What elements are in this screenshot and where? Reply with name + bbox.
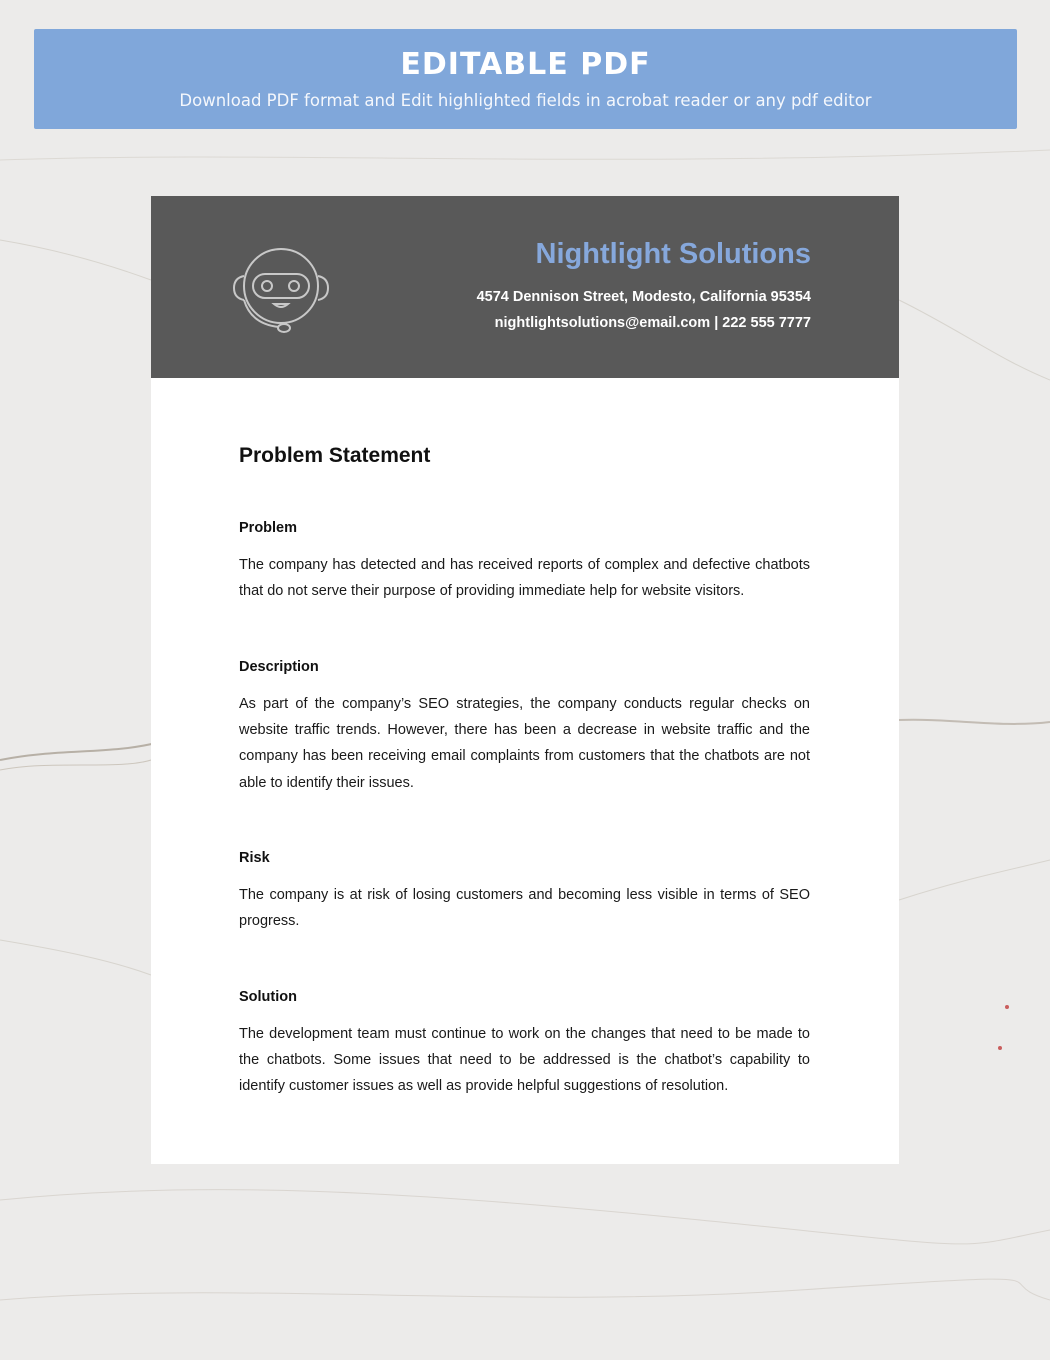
banner-title: EDITABLE PDF xyxy=(400,47,651,82)
document-page xyxy=(151,196,899,1164)
robot-headset-icon xyxy=(231,246,331,336)
section-heading-problem: Problem xyxy=(239,520,298,536)
section-heading-risk: Risk xyxy=(239,850,270,866)
section-body-solution: The development team must continue to work on the changes that need to be made to the chatbots. Some issues that need to be addressed is the chatbot’s capability to identify customer issues as well as provide helpful suggestions of resolution. xyxy=(239,1026,810,1095)
company-name: Nightlight Solutions xyxy=(535,238,811,270)
editable-pdf-banner xyxy=(34,29,1017,129)
company-address: 4574 Dennison Street, Modesto, California 95354 xyxy=(476,289,811,305)
section-heading-solution: Solution xyxy=(239,989,297,1005)
section-body-risk: The company is at risk of losing customers and becoming less visible in terms of SEO progress. xyxy=(239,887,810,930)
section-heading-description: Description xyxy=(239,659,319,675)
document-title: Problem Statement xyxy=(239,444,431,467)
company-contact: nightlightsolutions@email.com | 222 555 7777 xyxy=(494,315,811,331)
section-body-problem: The company has detected and has received reports of complex and defective chatbots that do not serve their purpose of providing immediate help for website visitors. xyxy=(239,557,810,600)
section-body-description: As part of the company’s SEO strategies, the company conducts regular checks on website traffic trends. However, there has been a decrease in website traffic and the company has been receiving email complaints from customers that the chatbots are not able to identify their issues. xyxy=(239,696,810,791)
banner-subtitle: Download PDF format and Edit highlighted fields in acrobat reader or any pdf editor xyxy=(179,91,872,110)
letterhead-header xyxy=(151,196,899,378)
